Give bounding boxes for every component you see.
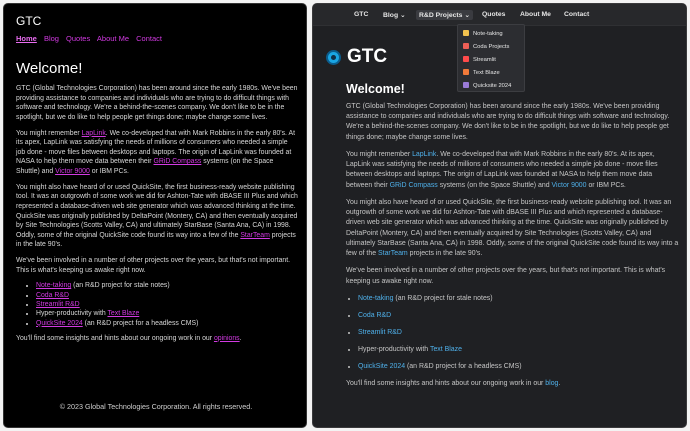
nav-gtc[interactable]: GTC: [354, 11, 369, 18]
right-body: [346, 102, 679, 396]
starteam-link[interactable]: StarTeam: [378, 250, 408, 258]
top-nav-bar: [313, 4, 687, 26]
nav-contact[interactable]: Contact: [564, 11, 590, 18]
closing-paragraph: You'll find some insights and hints about our ongoing work in our opinions.: [16, 334, 242, 342]
nav-quotes[interactable]: Quotes: [66, 34, 91, 43]
right-panel: GTC Blog ⌄ R&D Projects ⌄ Quotes About Me Contact Note-taking Coda Projects Streamlit Text Blaze Quicksite 2024 GTC Welcome! GTC (Global Technologies Corporation) has been around since the early 1980s. We've been providing assistance to companies and individuals who are trying to do difficult things with software and technology. We're a behind-the-scenes company. We don't like to be in the spotlight, but we do like to help people get things done; maybe change some lives. You might remember LapLink. We co-developed that with Mark Robbins in the early 80's. At its apex, LapLink was satisfying the needs of millions of consumers who needed a simple job done - move files between desktops and laptops. The origin of LapLink was founded at NASA to help them move data between their GRiD Compass systems (on the Space Shuttle) and Victor 9000 or IBM PCs. You might also have heard of or used QuickSite, the first business-ready website publishing tool. It was an outgrowth of some work we did for Ashton-Tate with dBASE III Plus and which represented a database-driven web site generator which was advanced thinking at the time. QuickSite was originally published by DeltaPoint (Montery, CA) and then eventually acquired by Site Technologies (Scotts Valley, CA) and ultimately StarBase (Santa Ana, CA) in 1998. Oddly, some of the original QuickSite code found its way into a few of the StarTeam projects in the late 90's. We've been involved in a number of other projects over the years, but that's not important. This is what's keeping us awake right now. • Note-taking (an R&D project for stale notes) • Coda R&D • Streamlit R&D • Hyper-productivity with Text Blaze • QuickSite 2024 (an R&D project for a headless CMS) You'll find some insights and hints about our ongoing work in our blog.: [312, 3, 687, 428]
list-item: [36, 291, 298, 300]
projects-paragraph: We've been involved in a number of other projects over the years, but that's not important. This is what's keeping us awake right now.: [16, 257, 291, 274]
grid-compass-link[interactable]: GRiD Compass: [389, 181, 438, 189]
menu-item-text-blaze[interactable]: Text Blaze: [463, 69, 500, 76]
grid-compass-link[interactable]: GRiD Compass: [153, 158, 202, 166]
menu-item-quicksite[interactable]: Quicksite 2024: [463, 82, 511, 89]
list-item: [358, 328, 679, 338]
footer-copyright: © 2023 Global Technologies Corporation. All rights reserved.: [59, 402, 253, 411]
laplink-link[interactable]: LapLink: [412, 151, 437, 158]
list-item: • Hyper-productivity with Text Blaze: [358, 345, 679, 355]
opinions-link[interactable]: opinions: [213, 334, 240, 342]
menu-item-streamlit[interactable]: Streamlit: [463, 56, 496, 63]
left-nav: [16, 34, 167, 43]
list-item: • Note-taking (an R&D project for stale notes): [36, 281, 298, 290]
note-taking-link[interactable]: Note-taking: [358, 295, 394, 302]
closing-paragraph: You'll find some insights and hints about our ongoing work in our blog.: [346, 379, 561, 387]
coda-link[interactable]: Coda R&D: [358, 311, 392, 319]
list-item: [36, 300, 298, 309]
streamlit-icon: [463, 56, 469, 62]
rd-projects-menu: [457, 24, 525, 92]
left-panel: [3, 3, 307, 428]
left-body: [16, 84, 298, 350]
streamlit-link[interactable]: Streamlit R&D: [36, 301, 80, 309]
nav-home[interactable]: Home: [16, 34, 37, 43]
streamlit-link[interactable]: Streamlit R&D: [358, 328, 402, 336]
note-icon: [463, 30, 469, 36]
list-item: • QuickSite 2024 (an R&D project for a headless CMS): [36, 319, 298, 328]
quicksite-icon: [463, 82, 469, 88]
intro-paragraph: GTC (Global Technologies Corporation) has been around since the early 1980s. We've been providing assistance to companies and individuals who are trying to do difficult things with software and technology. We're a behind-the-scenes company. We don't like to be in the spotlight, but we do like to help people get things done; maybe change some lives.: [346, 103, 670, 141]
text-blaze-icon: [463, 69, 469, 75]
note-taking-link[interactable]: Note-taking: [36, 282, 72, 290]
quicksite-paragraph: You might also have heard of or used QuickSite, the first business-ready website publishing tool. It was an outgrowth of some work we did for Ashton-Tate with dBASE III Plus and which represented a database-driven web site generator which was advanced thinking at the time. QuickSite was originally published by DeltaPoint (Montery, CA) and then eventually acquired by Site Technologies (Scotts Valley, CA) and ultimately StarBase (Santa Ana, CA) in 1998. Oddly, some of the original QuickSite code found its way into a few of the StarTeam projects in the late 90's.: [346, 199, 679, 258]
quicksite-paragraph: You might also have heard of or used QuickSite, the first business-ready website publishing tool. It was an outgrowth of some work we did for Ashton-Tate with dBASE III Plus and which represented a database-driven web site generator which was advanced thinking at the time. QuickSite was originally published by DeltaPoint (Montery, CA) and then eventually acquired by Site Technologies (Scotts Valley, CA) and ultimately StarBase (Santa Ana, CA) in 1998. Oddly, some of the original QuickSite code found its way into a few of the StarTeam projects in the late 90's.: [16, 183, 298, 249]
nav-about[interactable]: About Me: [96, 34, 130, 43]
page-title: Welcome!: [16, 60, 83, 77]
quicksite-link[interactable]: QuickSite 2024: [358, 362, 406, 370]
nav-blog[interactable]: Blog: [43, 34, 59, 43]
victor-9000-link[interactable]: Victor 9000: [551, 181, 587, 189]
text-blaze-link[interactable]: Text Blaze: [429, 345, 462, 353]
nav-about-me[interactable]: About Me: [520, 11, 551, 18]
list-item: [358, 311, 679, 321]
quicksite-link[interactable]: QuickSite 2024: [36, 319, 83, 327]
list-item: • Note-taking (an R&D project for stale notes): [358, 294, 679, 304]
projects-list: [36, 281, 298, 327]
blog-link[interactable]: blog: [545, 379, 559, 387]
projects-list: [358, 294, 679, 372]
victor-9000-link[interactable]: Victor 9000: [55, 167, 90, 175]
nav-blog-dropdown[interactable]: Blog ⌄: [383, 12, 406, 19]
laplink-link[interactable]: LapLink: [81, 129, 106, 137]
laplink-paragraph: You might remember LapLink. We co-developed that with Mark Robbins in the early 80's. At its apex, LapLink was satisfying the needs of millions of consumers who needed a simple job done - move files between desktops and laptops. The origin of LapLink was founded at NASA to help them move data between their GRiD Compass systems (on the Space Shuttle) and Victor 9000 or IBM PCs.: [346, 151, 658, 189]
menu-item-note-taking[interactable]: Note-taking: [463, 30, 503, 37]
coda-link[interactable]: Coda R&D: [36, 291, 69, 299]
menu-item-coda-projects[interactable]: Coda Projects: [463, 43, 509, 50]
globe-logo-icon: [326, 50, 341, 65]
site-brand[interactable]: GTC: [16, 14, 42, 28]
list-item: • Hyper-productivity with Text Blaze: [36, 309, 298, 318]
page-title: Welcome!: [346, 82, 405, 96]
nav-rd-projects-dropdown[interactable]: R&D Projects ⌄: [416, 10, 473, 20]
coda-icon: [463, 43, 469, 49]
nav-contact[interactable]: Contact: [136, 34, 162, 43]
starteam-link[interactable]: StarTeam: [240, 231, 270, 239]
list-item: • QuickSite 2024 (an R&D project for a headless CMS): [358, 362, 679, 372]
intro-paragraph: GTC (Global Technologies Corporation) has been around since the early 1980s. We've been providing assistance to companies and individuals who are trying to do difficult things with software and technology. We're a behind-the-scenes company. We don't like to be in the spotlight, but we do like to help people get things done; maybe change some lives.: [16, 85, 298, 121]
nav-quotes[interactable]: Quotes: [482, 11, 506, 18]
projects-paragraph: We've been involved in a number of other projects over the years, but that's not important. This is what's keeping us awake right now.: [346, 267, 666, 285]
text-blaze-link[interactable]: Text Blaze: [107, 310, 140, 318]
laplink-paragraph: You might remember LapLink. We co-developed that with Mark Robbins in the early 80's. At its apex, LapLink was satisfying the needs of millions of consumers who needed a simple job done - move files between desktops and laptops. The origin of LapLink was founded at NASA to help them move data between their GRiD Compass systems (on the Space Shuttle) and Victor 9000 or IBM PCs.: [16, 129, 296, 175]
